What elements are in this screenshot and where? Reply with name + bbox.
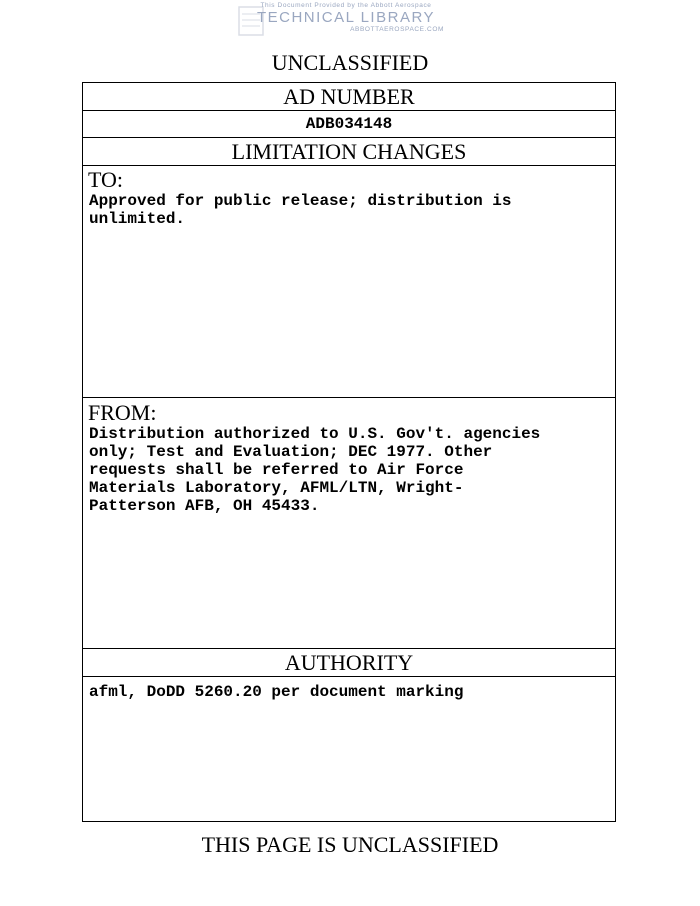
authority-section bbox=[83, 677, 615, 821]
ad-number-title: AD NUMBER bbox=[83, 83, 615, 111]
header-classification: UNCLASSIFIED bbox=[271, 50, 429, 75]
to-label: TO: bbox=[88, 167, 124, 192]
footer-classification: THIS PAGE IS UNCLASSIFIED bbox=[201, 832, 499, 857]
limitation-form bbox=[82, 82, 616, 822]
from-label: FROM: bbox=[88, 400, 157, 425]
watermark bbox=[238, 2, 454, 42]
from-text: Distribution authorized to U.S. Gov't. agencies only; Test and Evaluation; DEC 1977. Other requests shall be referred to Air Force Materials Laboratory, AFML/LTN, Wright- Patterson AFB, OH 45433. bbox=[89, 425, 541, 515]
from-section bbox=[83, 398, 615, 649]
to-section bbox=[83, 166, 615, 398]
limitation-changes-title: LIMITATION CHANGES bbox=[83, 138, 615, 166]
watermark-url: ABBOTTAEROSPACE.COM bbox=[350, 26, 444, 33]
authority-text: afml, DoDD 5260.20 per document marking bbox=[89, 683, 464, 701]
to-text: Approved for public release; distribution is unlimited. bbox=[89, 192, 512, 228]
ad-number-row bbox=[83, 111, 615, 138]
watermark-provider-line: This Document Provided by the Abbott Aerospace bbox=[260, 2, 432, 9]
authority-title: AUTHORITY bbox=[83, 649, 615, 677]
ad-number-value: ADB034148 bbox=[305, 115, 393, 133]
watermark-title: TECHNICAL LIBRARY bbox=[256, 9, 436, 26]
